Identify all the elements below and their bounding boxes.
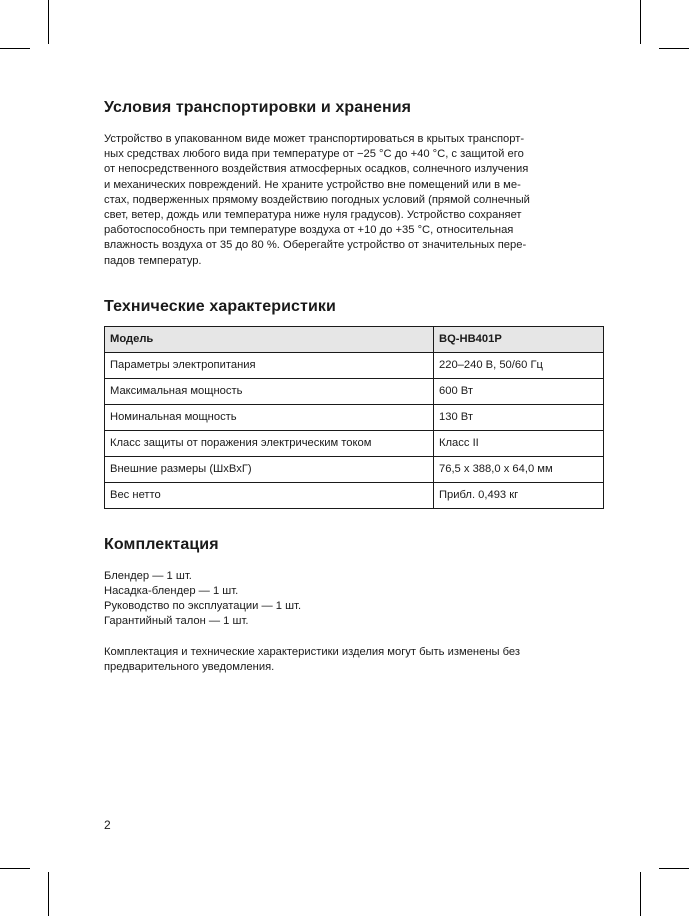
- table-row: [105, 430, 604, 456]
- specs-header-value: BQ-HB401P: [434, 326, 604, 352]
- table-row: [105, 352, 604, 378]
- crop-mark-bottom-left-horizontal: [0, 868, 30, 869]
- crop-mark-top-left-vertical: [48, 0, 49, 44]
- spec-label: Максимальная мощность: [105, 378, 434, 404]
- spec-value: 130 Вт: [434, 404, 604, 430]
- storage-line: работоспособность при температуре воздуха от +10 до +35 °С, относительная: [104, 224, 514, 237]
- package-note: [104, 645, 604, 675]
- spec-value: 600 Вт: [434, 378, 604, 404]
- specs-header-row: [105, 326, 604, 352]
- list-item: Блендер — 1 шт.: [104, 569, 192, 582]
- note-line: Комплектация и технические характеристики изделия могут быть изменены без: [104, 645, 521, 658]
- crop-mark-bottom-right-vertical: [640, 872, 641, 916]
- page-number: 2: [104, 818, 111, 832]
- storage-line: ных средствах любого вида при температуре от −25 °С до +40 °С, с защитой его: [104, 148, 524, 161]
- spec-label: Внешние размеры (ШхВхГ): [105, 456, 434, 482]
- list-item: Гарантийный талон — 1 шт.: [104, 615, 249, 628]
- storage-line: падов температур.: [104, 254, 202, 267]
- table-row: [105, 482, 604, 508]
- crop-mark-top-left-horizontal: [0, 48, 30, 49]
- crop-mark-top-right-vertical: [640, 0, 641, 44]
- spec-value: Прибл. 0,493 кг: [434, 482, 604, 508]
- spec-label: Вес нетто: [105, 482, 434, 508]
- list-item: Насадка-блендер — 1 шт.: [104, 585, 239, 598]
- spec-label: Номинальная мощность: [105, 404, 434, 430]
- package-heading: Комплектация: [104, 535, 219, 553]
- specs-header-label: Модель: [105, 326, 434, 352]
- storage-section: [104, 98, 604, 269]
- storage-line: Устройство в упакованном виде может транспортироваться в крытых транспорт-: [104, 133, 525, 145]
- page-content: [104, 98, 604, 675]
- table-row: [105, 404, 604, 430]
- crop-mark-bottom-left-vertical: [48, 872, 49, 916]
- list-item: Руководство по эксплуатации — 1 шт.: [104, 600, 302, 613]
- spec-label: Класс защиты от поражения электрическим током: [105, 430, 434, 456]
- specs-table: [104, 326, 604, 509]
- storage-line: влажность воздуха от 35 до 80 %. Оберегайте устройство от значительных пере-: [104, 239, 527, 252]
- package-section: [104, 535, 604, 675]
- storage-paragraph: [104, 132, 604, 269]
- table-row: [105, 378, 604, 404]
- spec-value: Класс II: [434, 430, 604, 456]
- storage-line: от непосредственного воздействия атмосферных осадков, солнечного излучения: [104, 163, 529, 176]
- spec-label: Параметры электропитания: [105, 352, 434, 378]
- specs-heading: Технические характеристики: [104, 297, 336, 315]
- storage-heading: Условия транспортировки и хранения: [104, 99, 412, 116]
- spec-value: 220–240 В, 50/60 Гц: [434, 352, 604, 378]
- note-line: предварительного уведомления.: [104, 660, 275, 673]
- storage-line: стах, подверженных прямому воздействию погодных условий (прямой солнечный: [104, 193, 530, 206]
- table-row: [105, 456, 604, 482]
- specs-section: [104, 297, 604, 509]
- package-list: [104, 569, 604, 630]
- crop-mark-top-right-horizontal: [659, 48, 689, 49]
- storage-line: свет, ветер, дождь или температура ниже нуля градусов). Устройство сохраняет: [104, 209, 522, 222]
- spec-value: 76,5 х 388,0 х 64,0 мм: [434, 456, 604, 482]
- crop-mark-bottom-right-horizontal: [659, 868, 689, 869]
- storage-line: и механических повреждений. Не храните устройство вне помещений или в ме-: [104, 178, 521, 191]
